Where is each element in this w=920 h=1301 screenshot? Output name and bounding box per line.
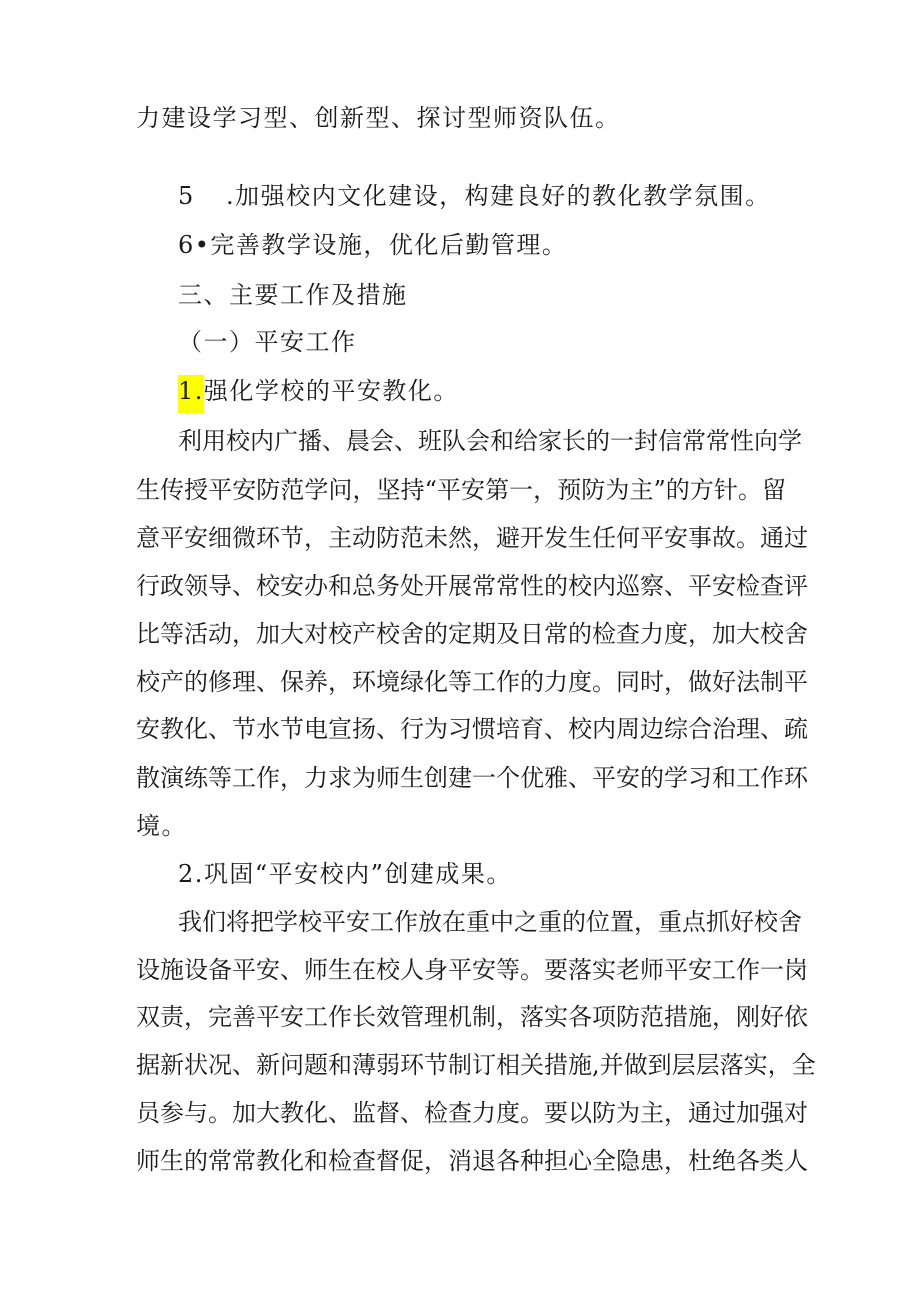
list-item-2: 2.巩固“平安校内”创建成果。 bbox=[178, 860, 512, 888]
paragraph-line: 员参与。加大教化、监督、检查力度。要以防为主，通过加强对 bbox=[136, 1099, 808, 1127]
list-item-1 bbox=[178, 376, 459, 406]
paragraph-line: 生传授平安防范学问，坚持“平安第一，预防为主”的方针。留 bbox=[136, 476, 786, 504]
paragraph-line: 我们将把学校平安工作放在重中之重的位置，重点抓好校舍 bbox=[178, 908, 802, 936]
paragraph-line: 境。 bbox=[136, 812, 187, 840]
list-item-6: 6•完善教学设施，优化后勤管理。 bbox=[178, 231, 568, 259]
paragraph-line: 双责，完善平安工作长效管理机制，落实各项防范措施，刚好依 bbox=[136, 1003, 808, 1031]
paragraph-line: 利用校内广播、晨会、班队会和给家长的一封信常常性向学 bbox=[178, 427, 802, 455]
paragraph-line: 散演练等工作，力求为师生创建一个优雅、平安的学习和工作环 bbox=[136, 764, 808, 792]
paragraph-line: 安教化、节水节电宣扬、行为习惯培育、校内周边综合治理、疏 bbox=[136, 715, 808, 743]
text-line: 力建设学习型、创新型、探讨型师资队伍。 bbox=[136, 104, 621, 132]
paragraph-line: 比等活动，加大对校产校舍的定期及日常的检查力度，加大校舍 bbox=[136, 620, 808, 648]
list-text: 强化学校的平安教化。 bbox=[203, 377, 459, 405]
highlighted-number: 1. bbox=[178, 375, 204, 413]
paragraph-line: 校产的修理、保养，环境绿化等工作的力度。同时，做好法制平 bbox=[136, 668, 808, 696]
paragraph-line: 意平安细微环节，主动防范未然，避开发生任何平安事故。通过 bbox=[136, 524, 808, 552]
paragraph-line: 师生的常常教化和检查督促，消退各种担心全隐患，杜绝各类人 bbox=[136, 1147, 808, 1175]
list-item-5 bbox=[178, 181, 771, 211]
list-number: 5 bbox=[178, 182, 195, 210]
paragraph-line: 据新状况、新问题和薄弱环节制订相关措施,并做到层层落实，全 bbox=[136, 1051, 816, 1079]
paragraph-line: 设施设备平安、师生在校人身平安等。要落实老师平安工作一岗 bbox=[136, 956, 808, 984]
subsection-heading: （一）平安工作 bbox=[178, 328, 357, 356]
section-heading: 三、主要工作及措施 bbox=[178, 281, 408, 309]
paragraph-line: 行政领导、校安办和总务处开展常常性的校内巡察、平安检查评 bbox=[136, 572, 808, 600]
list-text: .加强校内文化建设，构建良好的教化教学氛围。 bbox=[226, 182, 771, 210]
